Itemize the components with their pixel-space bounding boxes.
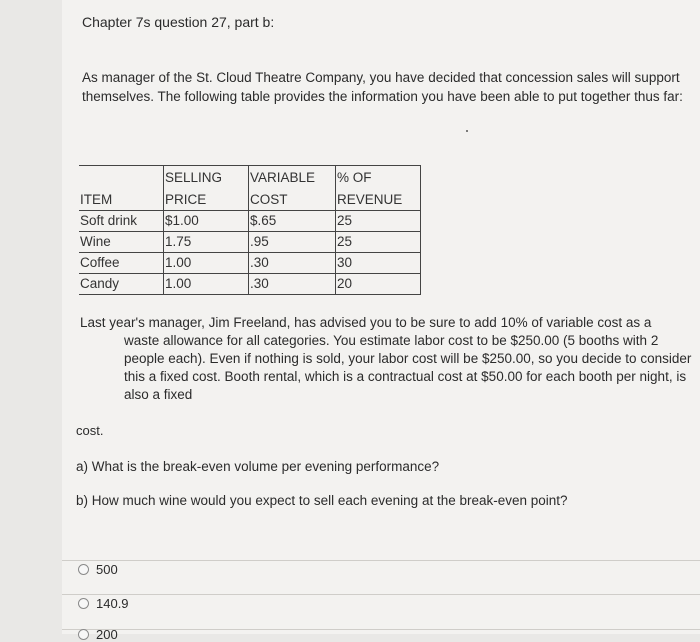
table-cell: 1.00 [164, 274, 249, 295]
header-cell: COST [249, 188, 336, 211]
option-divider [62, 594, 700, 595]
table-row [79, 253, 421, 274]
table-cell: .30 [249, 253, 336, 274]
header-cell: PRICE [164, 188, 249, 211]
header-cell: VARIABLE [249, 166, 336, 189]
paragraph-first-line: Last year's manager, Jim Freeland, has advised you to be sure to add 10% of variable cost as a [80, 315, 652, 330]
header-cell: % OF [336, 166, 421, 189]
header-cell [79, 166, 164, 189]
table-cell: 1.75 [164, 232, 249, 253]
option-label: 140.9 [96, 596, 129, 611]
table-cell: Soft drink [79, 211, 164, 232]
table-row [79, 274, 421, 295]
cost-word: cost. [76, 423, 104, 438]
intro-text: As manager of the St. Cloud Theatre Company, you have decided that concession sales will support themselves. The following table provides the information you have been able to put together thus far: [82, 70, 683, 104]
header-cell: REVENUE [336, 188, 421, 211]
answer-option-200[interactable] [78, 627, 118, 642]
concession-table [79, 165, 421, 295]
table-cell: .95 [249, 232, 336, 253]
question-b: b) How much wine would you expect to sell each evening at the break-even point? [76, 493, 568, 508]
option-label: 200 [96, 627, 118, 642]
answer-option-140-9[interactable] [78, 596, 129, 611]
table-cell: $1.00 [164, 211, 249, 232]
table-cell: Wine [79, 232, 164, 253]
option-divider [62, 629, 700, 630]
radio-button[interactable] [78, 564, 89, 575]
table-row [79, 232, 421, 253]
table-cell: Candy [79, 274, 164, 295]
paragraph-indented-text: waste allowance for all categories. You estimate labor cost to be $250.00 (5 booths with 2 people each). Even if nothing is sold, your labor cost will be $250.00, so you decide to consider this a fixed cost. Booth rental, which is a contractual cost at $50.00 for each booth per night, is also a fixed [124, 333, 692, 402]
radio-button[interactable] [78, 629, 89, 640]
answer-option-500[interactable] [78, 562, 118, 577]
radio-button[interactable] [78, 598, 89, 609]
table-cell: 30 [336, 253, 421, 274]
question-title: Chapter 7s question 27, part b: [82, 14, 275, 30]
table-cell: 20 [336, 274, 421, 295]
table-cell: 25 [336, 232, 421, 253]
table-cell: $.65 [249, 211, 336, 232]
option-label: 500 [96, 562, 118, 577]
header-cell: SELLING [164, 166, 249, 189]
table-cell: Coffee [79, 253, 164, 274]
table-cell: 1.00 [164, 253, 249, 274]
table-cell: 25 [336, 211, 421, 232]
option-divider [62, 560, 700, 561]
header-cell: ITEM [79, 188, 164, 211]
stray-dot [466, 130, 468, 132]
manager-advice-paragraph [80, 314, 692, 404]
question-a: a) What is the break-even volume per evening performance? [76, 459, 440, 474]
table-cell: .30 [249, 274, 336, 295]
table-row [79, 211, 421, 232]
